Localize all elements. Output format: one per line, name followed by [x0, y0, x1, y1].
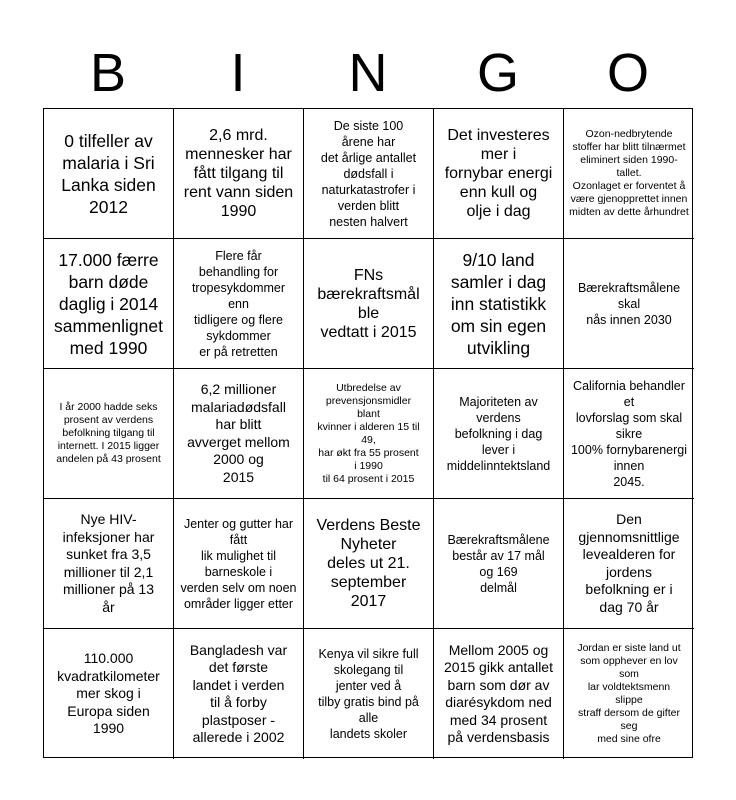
bingo-cell [434, 629, 564, 759]
cell-text: 9/10 land samler i dag inn statistikk om sin egen utvikling [450, 249, 547, 358]
header-letter-o: O [606, 43, 649, 103]
header-letter-i: I [230, 43, 246, 103]
cell-text: Bærekraftsmålene består av 17 mål og 169 delmål [447, 532, 550, 595]
header-letter-g: G [476, 43, 519, 103]
bingo-grid [43, 108, 693, 758]
bingo-cell [564, 499, 694, 629]
bingo-cell [564, 629, 694, 759]
cell-text: FNs bærekraftsmål ble vedtatt i 2015 [317, 266, 420, 341]
cell-text: De siste 100 årene har det årlige antallet dødsfall i naturkatastrofer i verden blitt nesten halvert [320, 118, 417, 229]
bingo-cell [434, 239, 564, 369]
bingo-cell [304, 629, 434, 759]
cell-text: Bangladesh var det første landet i verden til å forby plastposer - allerede i 2002 [189, 641, 288, 745]
bingo-cell [174, 629, 304, 759]
bingo-cell [434, 369, 564, 499]
cell-text: Ozon-nedbrytende stoffer har blitt tilnærmet eliminert siden 1990- tallet. Ozonlaget er forventet å være gjenopprettet innen midten av dette århundret [569, 128, 689, 218]
bingo-cell [564, 369, 694, 499]
cell-text: 110.000 kvadratkilometer mer skog i Europa siden 1990 [57, 650, 160, 737]
bingo-cell [304, 369, 434, 499]
bingo-cell [174, 239, 304, 369]
bingo-cell [44, 109, 174, 239]
bingo-cell [434, 109, 564, 239]
bingo-cell [44, 369, 174, 499]
bingo-cell [174, 499, 304, 629]
cell-text: Majoriteten av verdens befolkning i dag lever i middelinntektsland [446, 394, 551, 473]
bingo-cell [304, 239, 434, 369]
cell-text: 17.000 færre barn døde daglig i 2014 sammenlignet med 1990 [54, 249, 163, 358]
cell-text: Verdens Beste Nyheter deles ut 21. september 2017 [316, 517, 421, 610]
bingo-header [43, 38, 693, 108]
bingo-cell [564, 239, 694, 369]
cell-text: Det investeres mer i fornybar energi enn kull og olje i dag [444, 127, 553, 220]
bingo-cell [304, 109, 434, 239]
cell-text: Utbredelse av prevensjonsmidler blant kvinner i alderen 15 til 49, har økt fra 55 prosent i 1990 til 64 prosent i 2015 [317, 381, 420, 485]
bingo-cell [44, 629, 174, 759]
cell-text: Bærekraftsmålene skal nås innen 2030 [577, 280, 681, 327]
cell-text: 2,6 mrd. mennesker har fått tilgang til rent vann siden 1990 [183, 127, 294, 220]
cell-text: Jenter og gutter har fått lik mulighet til barneskole i verden selv om noen områder ligger etter [180, 516, 297, 611]
header-letter-b: B [89, 43, 127, 103]
cell-text: I år 2000 hadde seks prosent av verdens befolkning tilgang til internett. I 2015 ligger andelen på 43 prosent [56, 401, 161, 465]
bingo-cell [174, 369, 304, 499]
bingo-cell [174, 109, 304, 239]
cell-text: Flere får behandling for tropesykdommer enn tidligere og flere sykdommer er på retretten [191, 248, 286, 359]
cell-text: Kenya vil sikre full skolegang til jenter ved å tilby gratis bind på alle landets skoler [318, 647, 419, 741]
bingo-cell [44, 499, 174, 629]
bingo-cell [434, 499, 564, 629]
cell-text: Nye HIV- infeksjoner har sunket fra 3,5 millioner til 2,1 millioner på 13 år [62, 511, 155, 615]
header-letter-n: N [348, 43, 388, 103]
cell-text: Den gjennomsnittlige levealderen for jordens befolkning er i dag 70 år [578, 511, 680, 615]
bingo-cell [304, 499, 434, 629]
cell-text: 6,2 millioner malariadødsfall har blitt avverget mellom 2000 og 2015 [187, 381, 290, 485]
bingo-cell [564, 109, 694, 239]
cell-text: California behandler et lovforslag som skal sikre 100% fornybarenergi innen 2045. [570, 378, 688, 489]
cell-text: 0 tilfeller av malaria i Sri Lanka siden 2012 [61, 130, 156, 217]
cell-text: Mellom 2005 og 2015 gikk antallet barn som dør av diarésykdom ned med 34 prosent på verdensbasis [444, 641, 553, 745]
cell-text: Jordan er siste land ut som opphever en lov som lar voldtektsmenn slippe straff dersom de gifter seg med sine ofre [577, 642, 681, 745]
bingo-cell [44, 239, 174, 369]
